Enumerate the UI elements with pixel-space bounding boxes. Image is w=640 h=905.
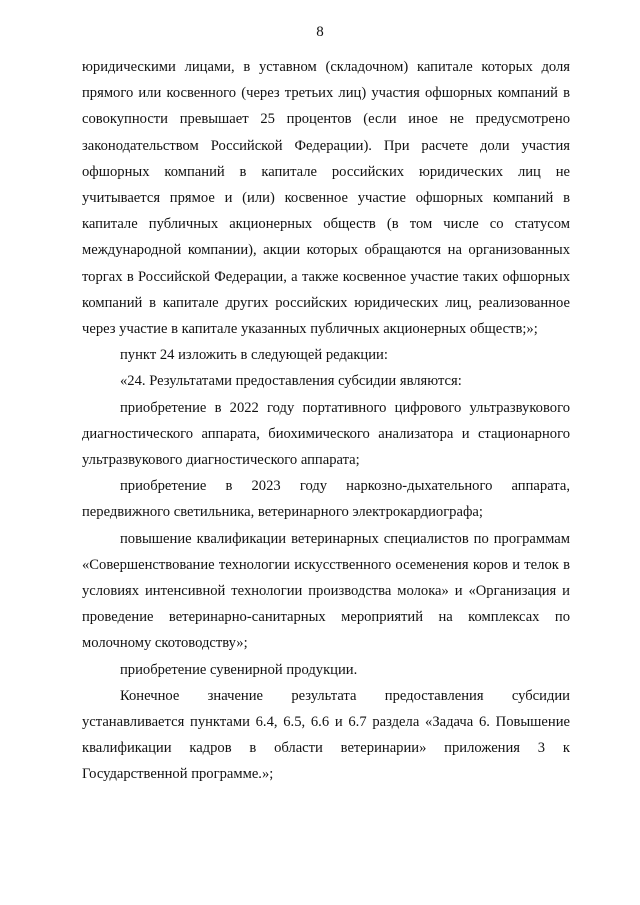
- paragraph-offshore-participation: юридическими лицами, в уставном (складочном) капитале которых доля прямого или косвенного (через третьих лиц) участия офшорных компаний в совокупности превышает 25 процентов (если иное не предусмотрено законодательством Российской Федерации). При расчете доли участия офшорных компаний в капитале российских юридических лиц не учитывается прямое и (или) косвенное участие офшорных компаний в капитале публичных акционерных обществ (в том числе со статусом международной компании), акции которых обращаются на организованных торгах в Российской Федерации, а также косвенное участие таких офшорных компаний в капитале других российских юридических лиц, реализованное через участие в капитале указанных публичных акционерных обществ;»;: [82, 59, 570, 338]
- paragraph-result-2022-equipment: приобретение в 2022 году портативного цифрового ультразвукового диагностического аппарата, биохимического анализатора и стационарного ультразвукового диагностического аппарата;: [82, 399, 570, 469]
- paragraph-item-24-instruction: пункт 24 изложить в следующей редакции:: [120, 347, 388, 364]
- paragraph-result-qualification: повышение квалификации ветеринарных специалистов по программам «Совершенствование технологии искусственного осеменения коров и телок в условиях интенсивной технологии производства молока» и «Организация и проведение ветеринарно-санитарных мероприятий на комплексах по молочному скотоводству»;: [82, 530, 570, 652]
- document-body: [82, 54, 570, 788]
- page-number: 8: [316, 24, 324, 40]
- paragraph-result-2023-equipment: приобретение в 2023 году наркозно-дыхательного аппарата, передвижного светильника, ветеринарного электрокардиографа;: [82, 478, 570, 521]
- paragraph-results-heading: «24. Результатами предоставления субсидии являются:: [120, 373, 462, 390]
- paragraph-final-value: Конечное значение результата предоставления субсидии устанавливается пунктами 6.4, 6.5, 6.6 и 6.7 раздела «Задача 6. Повышение квалификации кадров в области ветеринарии» приложения 3 к Государственной программе.»;: [82, 687, 570, 783]
- paragraph-result-souvenirs: приобретение сувенирной продукции.: [120, 661, 358, 678]
